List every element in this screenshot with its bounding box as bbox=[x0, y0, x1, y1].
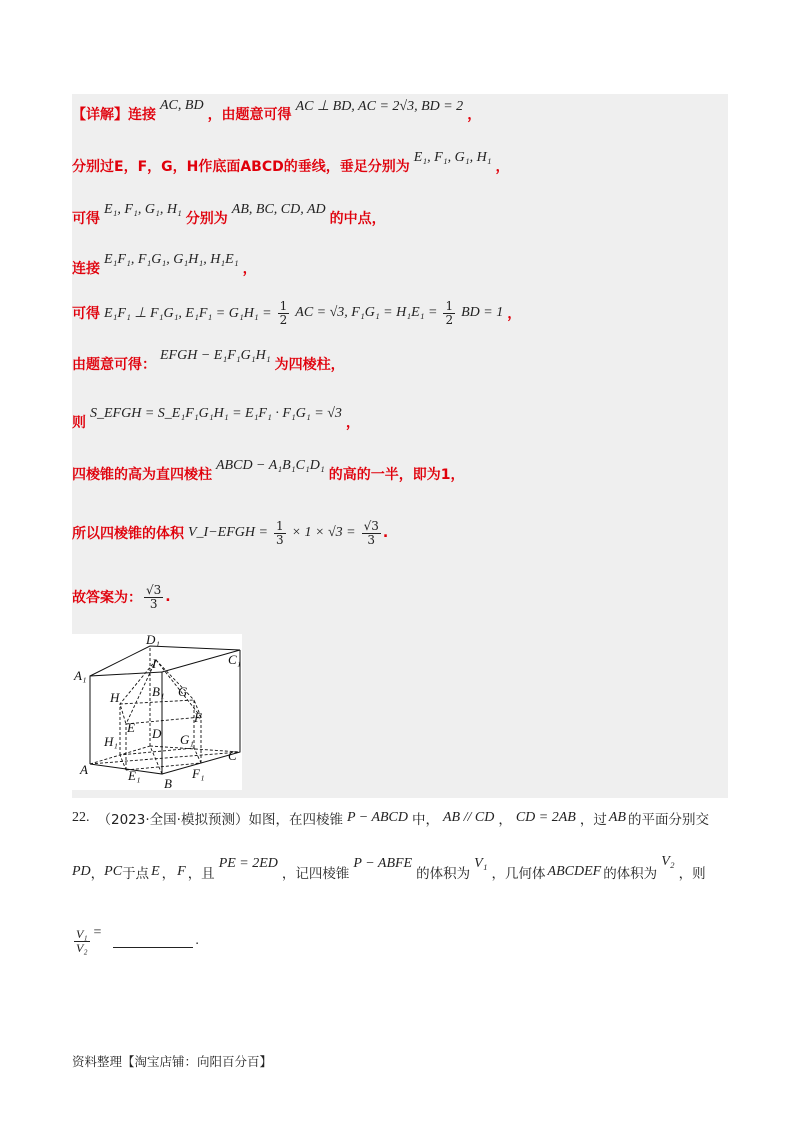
problem-answer-line bbox=[72, 925, 199, 955]
detail-heading: 【详解】连接 bbox=[72, 107, 156, 123]
text: 的中点， bbox=[329, 211, 386, 227]
problem-text: 的平面分别交 bbox=[627, 812, 709, 828]
label-i: I bbox=[152, 656, 157, 671]
numerator: 1 bbox=[445, 299, 454, 313]
label-e1: E₁ bbox=[128, 768, 141, 783]
label-f: F bbox=[194, 710, 202, 725]
solution-line-3 bbox=[72, 202, 386, 228]
label-b1: B₁ bbox=[152, 684, 165, 699]
cube-figure bbox=[72, 634, 242, 790]
math-pd: PD bbox=[72, 864, 91, 879]
text: 四棱锥的高为直四棱柱 bbox=[72, 467, 212, 483]
label-a1: A₁ bbox=[74, 668, 87, 683]
text: 所以四棱锥的体积 bbox=[72, 526, 184, 543]
math-segments: E₁F₁, F₁G₁, G₁H₁, H₁E₁ bbox=[104, 252, 239, 267]
problem-line-2 bbox=[72, 854, 706, 882]
label-e: E bbox=[127, 720, 135, 735]
math-pyramid: P − ABCD bbox=[346, 810, 408, 825]
math-e: E bbox=[151, 864, 160, 879]
problem-text: ， bbox=[498, 812, 512, 828]
text: 分别为 bbox=[185, 211, 228, 227]
text: ， bbox=[467, 107, 482, 123]
equals-sign: = bbox=[93, 925, 102, 941]
footer-credit: 资料整理【淘宝店铺：向阳百分百】 bbox=[72, 1054, 273, 1069]
denominator: 3 bbox=[149, 596, 158, 611]
math-ab: AB bbox=[608, 810, 626, 825]
text: ， bbox=[345, 415, 360, 431]
math-equation: E₁F₁ ⊥ F₁G₁, E₁F₁ = G₁H₁ = bbox=[104, 305, 272, 321]
solution-line-1 bbox=[72, 98, 482, 124]
numerator: 1 bbox=[275, 519, 284, 533]
text: . bbox=[165, 589, 171, 606]
solution-line-2 bbox=[72, 150, 510, 176]
math-pc: PC bbox=[104, 864, 123, 879]
solution-line-5 bbox=[72, 300, 521, 326]
solution-line-7 bbox=[72, 406, 360, 432]
text: 为四棱柱， bbox=[274, 357, 345, 373]
math-abcdef: ABCDEF bbox=[547, 864, 602, 879]
label-d: D bbox=[152, 726, 162, 741]
label-b: B bbox=[164, 776, 172, 790]
text: 的高的一半，即为1， bbox=[328, 467, 465, 483]
math-pyramid-abfe: P − ABFE bbox=[353, 856, 413, 871]
denominator: 2 bbox=[445, 312, 454, 327]
math-ac-bd: AC, BD bbox=[160, 98, 204, 113]
problem-text: 中， bbox=[412, 812, 439, 828]
denominator: 2 bbox=[279, 312, 288, 327]
text: ， bbox=[507, 306, 522, 323]
fraction-third bbox=[274, 520, 286, 546]
solution-line-10 bbox=[72, 584, 171, 610]
math-equation: AC = √3, F₁G₁ = H₁E₁ = bbox=[295, 305, 438, 321]
fraction-half bbox=[278, 300, 290, 326]
text: 分别过E，F，G，H作底面ABCD的垂线，垂足分别为 bbox=[72, 159, 410, 175]
solution-line-4 bbox=[72, 252, 257, 278]
fraction-half bbox=[443, 300, 455, 326]
label-c: C bbox=[228, 748, 237, 763]
numerator: V₁ bbox=[76, 927, 88, 941]
problem-text: ， bbox=[161, 866, 176, 882]
label-a: A bbox=[80, 762, 88, 777]
problem-text: ，记四棱锥 bbox=[281, 866, 350, 882]
answer-label: 故答案为： bbox=[72, 590, 142, 607]
text: 连接 bbox=[72, 261, 100, 277]
math-perpendicular: AC ⊥ BD, AC = 2√3, BD = 2 bbox=[295, 98, 464, 114]
denominator: V₂ bbox=[76, 940, 88, 955]
label-g1: G₁ bbox=[180, 732, 194, 747]
math-sides: AB, BC, CD, AD bbox=[231, 202, 326, 217]
denominator: 3 bbox=[275, 532, 284, 547]
math-v2: V₂ bbox=[661, 854, 675, 869]
label-h: H bbox=[110, 690, 120, 705]
numerator: √3 bbox=[146, 583, 162, 597]
text: ， bbox=[242, 261, 257, 277]
math-parallel: AB // CD bbox=[443, 810, 495, 825]
solution-line-6 bbox=[72, 348, 345, 374]
label-f1: F₁ bbox=[192, 766, 205, 781]
math-cd-2ab: CD = 2AB bbox=[515, 810, 576, 825]
problem-text: 的体积为 bbox=[416, 866, 471, 882]
math-pe-2ed: PE = 2ED bbox=[218, 856, 278, 871]
cube-diagram bbox=[72, 634, 242, 790]
ratio-fraction bbox=[74, 928, 90, 954]
period: . bbox=[195, 933, 199, 949]
problem-text: （2023·全国·模拟预测）如图，在四棱锥 bbox=[97, 812, 343, 828]
math-product: × 1 × √3 = bbox=[291, 525, 356, 541]
problem-number: 22. bbox=[72, 810, 90, 825]
text: 可得 bbox=[72, 211, 100, 227]
label-c1: C₁ bbox=[228, 652, 242, 667]
label-g: G bbox=[178, 684, 188, 699]
math-v1: V₁ bbox=[474, 856, 488, 871]
math-points: E₁, F₁, G₁, H₁ bbox=[104, 202, 182, 217]
problem-text: ，过 bbox=[579, 812, 607, 828]
numerator: √3 bbox=[363, 519, 379, 533]
text: ， bbox=[495, 159, 510, 175]
math-area: S_EFGH = S_E₁F₁G₁H₁ = E₁F₁ · F₁G₁ = √3 bbox=[90, 406, 342, 421]
math-feet: E₁, F₁, G₁, H₁ bbox=[413, 150, 492, 165]
text: ，由题意可得 bbox=[207, 107, 292, 123]
math-f: F bbox=[177, 864, 186, 879]
answer-fraction bbox=[144, 584, 163, 610]
problem-text: ，几何体 bbox=[491, 866, 546, 882]
problem-text: 于点 bbox=[122, 866, 150, 882]
text: 可得 bbox=[72, 306, 100, 323]
problem-text: 的体积为 bbox=[603, 866, 658, 882]
denominator: 3 bbox=[367, 532, 376, 547]
solution-line-9 bbox=[72, 520, 388, 546]
label-h1: H₁ bbox=[104, 734, 118, 749]
answer-blank[interactable] bbox=[113, 935, 193, 948]
text: 则 bbox=[72, 415, 86, 431]
fraction-result bbox=[362, 520, 381, 546]
problem-line-1 bbox=[72, 808, 709, 828]
math-prism-full: ABCD − A₁B₁C₁D₁ bbox=[216, 458, 325, 473]
text: 由题意可得： bbox=[72, 357, 156, 373]
figure-labels bbox=[73, 634, 241, 790]
solution-line-8 bbox=[72, 458, 465, 484]
math-prism: EFGH − E₁F₁G₁H₁ bbox=[160, 348, 271, 363]
problem-text: ，则 bbox=[678, 866, 706, 882]
numerator: 1 bbox=[279, 299, 288, 313]
label-d1: D₁ bbox=[146, 634, 160, 647]
problem-text: ，且 bbox=[187, 866, 215, 882]
problem-text: ， bbox=[90, 866, 105, 882]
math-volume: V_I−EFGH = bbox=[188, 525, 268, 541]
math-equation: BD = 1 bbox=[461, 305, 504, 321]
text: . bbox=[382, 525, 389, 542]
